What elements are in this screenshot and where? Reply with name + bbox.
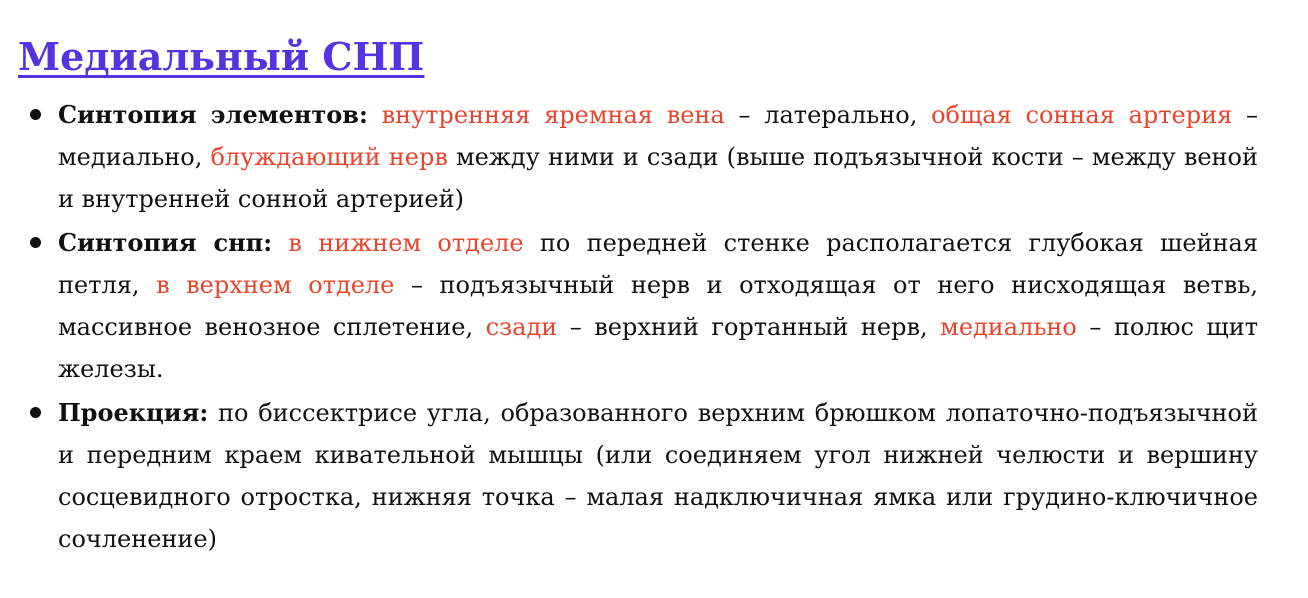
- highlighted-term: общая сонная артерия: [931, 101, 1233, 129]
- item-text: – верхний гортанный нерв,: [557, 313, 941, 341]
- highlighted-term: сзади: [485, 313, 558, 341]
- highlighted-term: в верхнем отделе: [156, 271, 395, 299]
- item-text: по передней стенке располагается глубокая шейная петля,: [58, 229, 1258, 299]
- item-text: – латерально,: [724, 101, 932, 129]
- list-item: [18, 392, 1258, 560]
- item-text: между ними и сзади (выше подъязычной кости – между веной и внутренней сонной артерией): [58, 143, 1259, 213]
- item-text: – подъязычный нерв и отходящая от него нисходящая ветвь, массивное венозное сплетение,: [58, 271, 1259, 341]
- highlighted-term: блуждающий нерв: [210, 143, 448, 171]
- item-text: – медиально,: [58, 101, 1259, 171]
- highlighted-term: в нижнем отделе: [288, 229, 524, 257]
- highlighted-term: внутренняя яремная вена: [381, 101, 725, 129]
- bullet-dot-icon: [30, 109, 41, 120]
- bullet-dot-icon: [30, 407, 41, 418]
- highlighted-term: медиально: [940, 313, 1077, 341]
- bullet-dot-icon: [30, 237, 41, 248]
- item-label: Синтопия снп:: [58, 228, 273, 257]
- heading-text[interactable]: Медиальный СНП: [18, 34, 425, 79]
- list-item: [18, 94, 1258, 220]
- item-text: [272, 229, 288, 257]
- item-label: Проекция:: [58, 398, 209, 427]
- bullet-list: [18, 94, 1258, 560]
- list-item: [18, 222, 1258, 390]
- document: [18, 30, 1258, 562]
- item-text: [368, 101, 382, 129]
- item-label: Синтопия элементов:: [58, 100, 368, 129]
- item-text: по биссектрисе угла, образованного верхним брюшком лопаточно-подъязычной и передним краем кивательной мышцы (или соединяем угол нижней челюсти и вершину сосцевидного отростка, нижняя точка – малая надключичная ямка или грудино-ключичное сочленение): [58, 399, 1258, 553]
- section-heading-link[interactable]: [18, 30, 1258, 84]
- item-text: – полюс щит железы.: [58, 313, 1259, 383]
